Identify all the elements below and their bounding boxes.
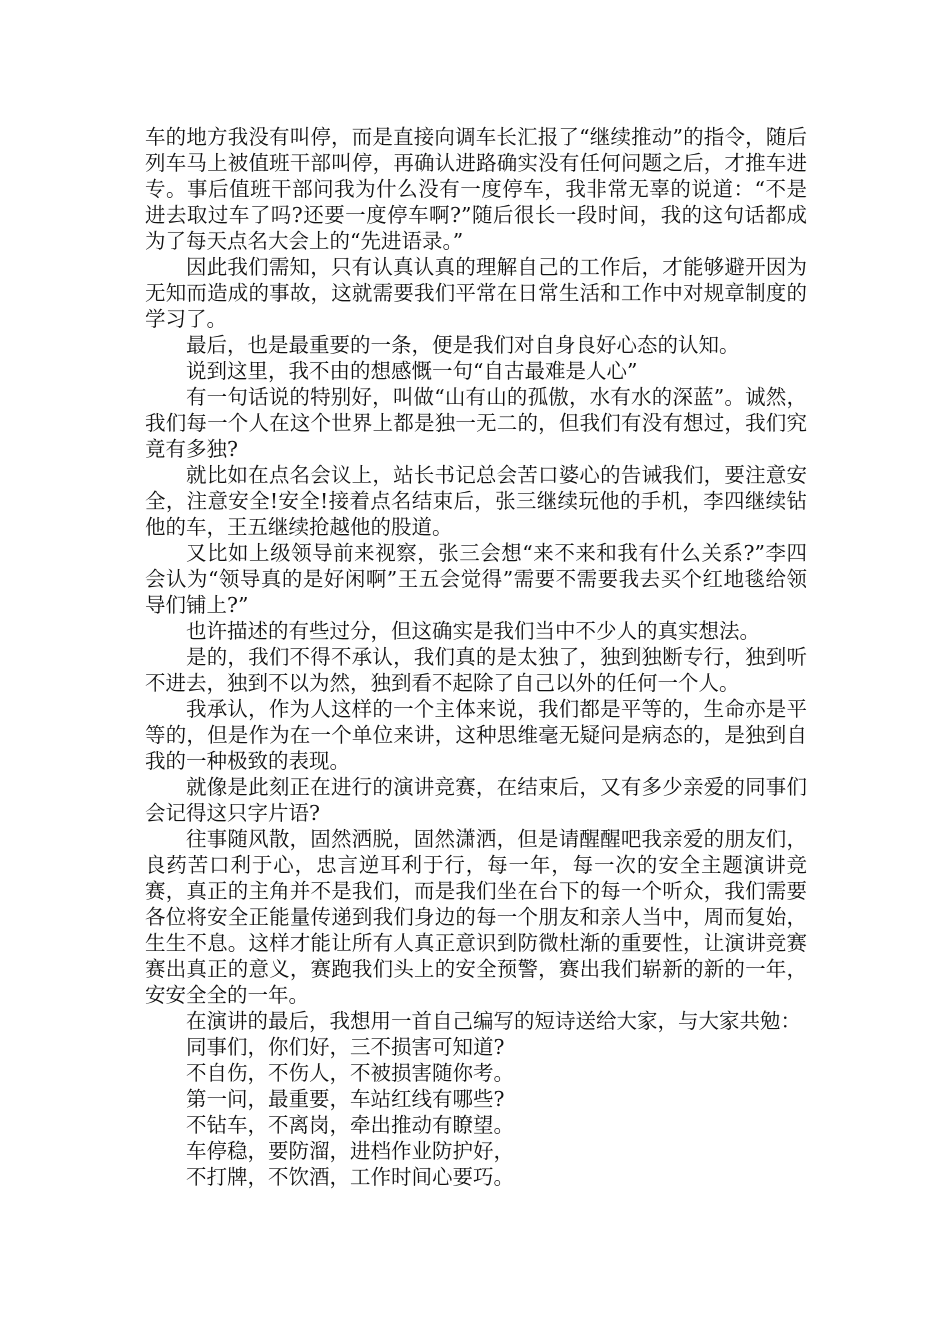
poem-line: 车停稳，要防溜，进档作业防护好， — [186, 1139, 514, 1163]
paragraph: 最后，也是最重要的一条，便是我们对自身良好心态的认知。 — [186, 333, 740, 357]
poem-line: 第一问，最重要，车站红线有哪些? — [186, 1087, 505, 1111]
paragraph: 我承认，作为人这样的一个主体来说，我们都是平等的，生命亦是平等的，但是作为在一个单位来讲，这种思维毫无疑问是病态的，是独到自我的一种极致的表现。 — [145, 697, 807, 773]
paragraph: 又比如上级领导前来视察，张三会想“来不来和我有什么关系?”李四会认为“领导真的是好闲啊”王五会觉得”需要不需要我去买个红地毯给领导们铺上?” — [145, 541, 807, 617]
paragraph: 是的，我们不得不承认，我们真的是太独了，独到独断专行，独到听不进去，独到不以为然，独到看不起除了自己以外的任何一个人。 — [145, 645, 807, 695]
poem-line: 不自伤，不伤人，不被损害随你考。 — [186, 1061, 514, 1085]
paragraph: 因此我们需知，只有认真认真的理解自己的工作后，才能够避开因为无知而造成的事故，这就需要我们平常在日常生活和工作中对规章制度的学习了。 — [145, 255, 807, 331]
paragraph: 说到这里，我不由的想感慨一句“自古最难是人心” — [186, 359, 638, 383]
paragraph-continuation: 车的地方我没有叫停，而是直接向调车长汇报了“继续推动”的指令，随后列车马上被值班干部叫停，再确认进路确实没有任何问题之后，才推车进专。事后值班干部问我为什么没有一度停车，我非常无辜的说道：“不是进去取过车了吗?还要一度停车啊?”随后很长一段时间，我的这句话都成为了每天点名大会上的“先进语录。” — [145, 125, 807, 253]
paragraph: 在演讲的最后，我想用一首自己编写的短诗送给大家，与大家共勉： — [186, 1009, 801, 1033]
paragraph: 有一句话说的特别好，叫做“山有山的孤傲，水有水的深蓝”。诚然，我们每一个人在这个世界上都是独一无二的，但我们有没有想过，我们究竟有多独? — [145, 385, 807, 461]
document-page — [145, 124, 807, 1190]
paragraph: 就像是此刻正在进行的演讲竞赛，在结束后，又有多少亲爱的同事们会记得这只字片语? — [145, 775, 807, 825]
poem-line: 同事们，你们好，三不损害可知道? — [186, 1035, 505, 1059]
poem — [145, 1034, 807, 1190]
paragraph: 就比如在点名会议上，站长书记总会苦口婆心的告诫我们，要注意安全，注意安全!安全!接着点名结束后，张三继续玩他的手机，李四继续钻他的车，王五继续抢越他的股道。 — [145, 463, 807, 539]
poem-line: 不打牌，不饮酒，工作时间心要巧。 — [186, 1165, 514, 1189]
paragraph: 也许描述的有些过分，但这确实是我们当中不少人的真实想法。 — [186, 619, 760, 643]
paragraph: 往事随风散，固然洒脱，固然潇洒，但是请醒醒吧我亲爱的朋友们，良药苦口利于心，忠言逆耳利于行，每一年，每一次的安全主题演讲竞赛，真正的主角并不是我们，而是我们坐在台下的每一个听众，我们需要各位将安全正能量传递到我们身边的每一个朋友和亲人当中，周而复始，生生不息。这样才能让所有人真正意识到防微杜渐的重要性，让演讲竞赛赛出真正的意义，赛跑我们头上的安全预警，赛出我们崭新的新的一年，安安全全的一年。 — [145, 827, 807, 1007]
poem-line: 不钻车，不离岗，牵出推动有瞭望。 — [186, 1113, 514, 1137]
